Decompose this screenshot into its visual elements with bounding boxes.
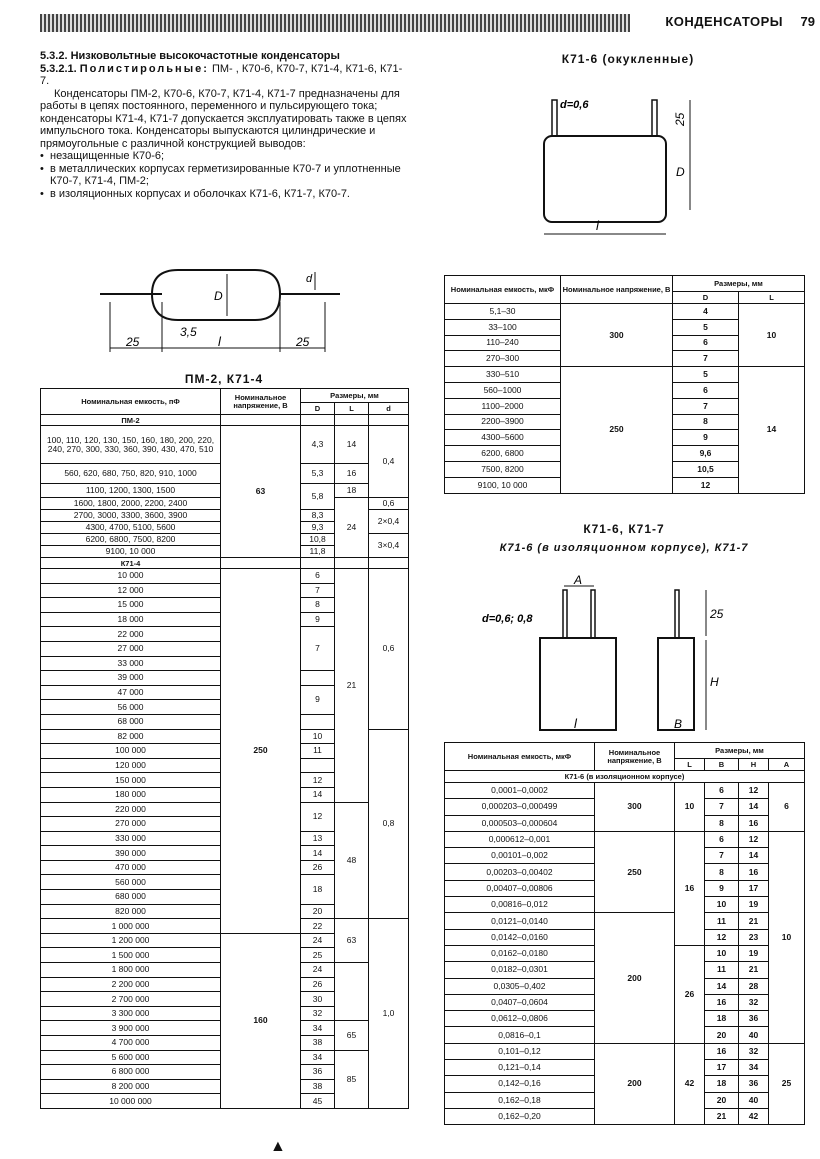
dim-25: 25	[710, 607, 724, 621]
col-sizes: Размеры, мм	[673, 276, 805, 292]
table-row: 560, 620, 680, 750, 820, 910, 1000	[41, 464, 221, 484]
dim-d: d=0,6; 0,8	[482, 613, 533, 625]
table-row: 0,00203–0,00402 8 16	[445, 864, 805, 880]
table-row: 470 000 26	[41, 860, 409, 875]
table-row: 0,00101–0,002 7 14	[445, 848, 805, 864]
k717-drawing	[478, 570, 758, 736]
table-row: 39 000	[41, 671, 409, 686]
group-row: К71-6 (в изоляционном корпусе)	[445, 771, 805, 783]
table-row: 12 000 7	[41, 583, 409, 598]
group-row: К71-4	[41, 558, 221, 569]
table-row: 5,1–30 300 4 10	[445, 304, 805, 320]
table-row: 0,0305–0,402 14 28	[445, 978, 805, 994]
dim-D: D	[676, 165, 685, 179]
col-D: D	[301, 403, 335, 415]
table-row: 0,0816–0,1 20 40	[445, 1027, 805, 1043]
table-row: 8 200 000 38	[41, 1079, 409, 1094]
dim-d06: d=0,6	[560, 99, 589, 111]
table-row: 9100, 10 000 12	[445, 477, 805, 493]
table-row: 10 000 000 45	[41, 1094, 409, 1109]
table-row: 0,000612–0,001 250 16 6 12 10	[445, 831, 805, 847]
col-sizes: Размеры, мм	[675, 743, 805, 759]
table-row: 6200, 6800 9,6	[445, 446, 805, 462]
table-row: 270 000	[41, 817, 409, 832]
col-A: A	[769, 759, 805, 771]
table-row: 680 000	[41, 890, 409, 905]
table-row: 1 800 000 24	[41, 963, 409, 978]
table-row: 2 700 000 30	[41, 992, 409, 1007]
voltage-cell: 250	[221, 569, 301, 934]
table-row: 6200, 6800, 7500, 8200	[41, 534, 221, 546]
col-L: L	[739, 292, 805, 304]
col-capacitance: Номинальная емкость, мкФ	[445, 276, 561, 304]
table-row: 0,000503–0,000604 8 16	[445, 815, 805, 831]
table-row: 120 000	[41, 758, 409, 773]
table-row: 0,0612–0,0806 18 36	[445, 1011, 805, 1027]
col-L: L	[675, 759, 705, 771]
table-row: 0,0182–0,0301 11 21	[445, 962, 805, 978]
voltage-cell: 160	[221, 933, 301, 1108]
table-row: 18 000 9	[41, 612, 409, 627]
table-row: 82 000 10 0,8	[41, 729, 409, 744]
table-row: 4300, 4700, 5100, 5600	[41, 522, 221, 534]
table-row: 0,000203–0,000499 7 14	[445, 799, 805, 815]
voltage-cell: 63	[221, 426, 301, 558]
table-row: 1 200 000 160 24	[41, 933, 409, 948]
table-row: 1600, 1800, 2000, 2200, 2400	[41, 498, 221, 510]
dim-l: l	[596, 218, 599, 233]
dim-B: B	[674, 717, 683, 731]
table-row: 1100, 1200, 1300, 1500	[41, 484, 221, 498]
table1-caption: ПМ-2, К71-4	[184, 372, 264, 386]
table-row: 180 000 14	[41, 787, 409, 802]
voltage-cell: 250	[561, 367, 673, 493]
dim-3-5: 3,5	[180, 325, 197, 339]
dim-25a: 25	[126, 335, 140, 349]
col-L: L	[335, 403, 369, 415]
header-band	[40, 14, 630, 32]
voltage-cell: 300	[595, 783, 675, 832]
table-row: 1 500 000 25	[41, 948, 409, 963]
table-row: 10 000 250 6 21 0,6	[41, 569, 409, 584]
dim-25: 25	[673, 112, 687, 126]
table-row: 330–510 250 5 14	[445, 367, 805, 383]
cylinder-capacitor-drawing	[100, 262, 340, 362]
page-header	[40, 10, 815, 34]
table-row: 330 000 13	[41, 831, 409, 846]
page-number: 79	[800, 14, 815, 29]
voltage-cell: 250	[595, 831, 675, 912]
col-capacitance: Номинальная емкость, пФ	[41, 389, 221, 415]
table-row: 820 000 20	[41, 904, 409, 919]
table1-k714-body	[41, 569, 409, 1109]
table-row: 33 000	[41, 656, 409, 671]
table-row: 1100–2000 7	[445, 398, 805, 414]
table-row: 4 700 000 38	[41, 1036, 409, 1051]
header-title: КОНДЕНСАТОРЫ	[665, 14, 783, 29]
table-row: 100 000 11	[41, 744, 409, 759]
table-row: 56 000	[41, 700, 409, 715]
fig3-caption1: К71-6, К71-7	[583, 522, 665, 536]
table-row: 0,00816–0,012 10 19	[445, 897, 805, 913]
table-row: 22 000 7	[41, 627, 409, 642]
table-row: 0,162–0,20 21 42	[445, 1108, 805, 1124]
list-item: • в металлических корпусах герметизированные К70-7 и уплотненные К70-7, К71-4, ПМ-2;	[40, 163, 408, 188]
table-row: 3 900 000 34 65	[41, 1021, 409, 1036]
table-row: 390 000 14	[41, 846, 409, 861]
bullet-list	[40, 150, 408, 200]
dim-D: D	[214, 289, 223, 303]
fig2-caption: К71-6 (окукленные)	[561, 52, 695, 66]
col-d: d	[369, 403, 409, 415]
table-row: 15 000 8	[41, 598, 409, 613]
rect-capacitor-drawing	[530, 92, 710, 242]
table-row: 4300–5600 9	[445, 430, 805, 446]
dim-A: A	[574, 573, 583, 587]
group-row: ПМ-2	[41, 415, 221, 426]
table-row: 2 200 000 26	[41, 977, 409, 992]
col-H: H	[739, 759, 769, 771]
table-row: 33–100 5	[445, 319, 805, 335]
table-pm2-k714: Номинальная емкость, пФ Номинальное напряжение, В Размеры, мм D L d ПМ-2 100, 110, 120, 130, 150, 160, 180, 200, 220, 240, 270, 300, 330, 360, 390, 430, 470, 510 63 4,3 14 0,4 560, 620, 680, 750, 820, 910, 1000 5,3 16 1100, 1200, 1300, 1500 5,8 18 1600, 1800, 2000, 2200, 2400 24 0,6 2700, 3000, 3300, 3600, 3900 8,3 2×0,4 4300, 4700, 5100, 5600 9,3 6200, 6800, 7500, 8200 10,8 3×0,4 9100, 10 000 11,8 К71-4 10 000 250 6 21 0,6 12 000 7 15 000 8 18 000 9 22 000 7 27 000 33 000 39 000 47 000 9 56 000 68 000 82 000 10 0,8 100 000 11 120 000 150 000 12 180 000 14 220 000 12 48 270 000 330 000 13 390 000 14 470 000 26 560 000 18 680 000 820 000 20 1 000 000 22 63 1,0 1 200 000 160 24 1 500 000 25 1 800 000 24 2 200 000 26 2 700 000 30 3 300 000 32 3 900 000 34 65 4 700 000 38 5 600 000 34 85 6 800 000 36 8 200 000 38 10 000 000 45	[40, 388, 409, 1109]
table-row: 9100, 10 000	[41, 546, 221, 558]
table-row: 0,121–0,14 17 34	[445, 1060, 805, 1076]
table-row: 150 000 12	[41, 773, 409, 788]
dim-l: l	[574, 716, 577, 731]
table-row: 270–300 7	[445, 351, 805, 367]
table-row: 7500, 8200 10,5	[445, 461, 805, 477]
list-item: • незащищенные К70-6;	[40, 150, 408, 163]
table-row: 110–240 6	[445, 335, 805, 351]
table-row: 3 300 000 32	[41, 1006, 409, 1021]
table-row: 5 600 000 34 85	[41, 1050, 409, 1065]
table2-body	[445, 304, 805, 494]
voltage-cell: 200	[595, 913, 675, 1043]
table-row: 0,0001–0,0002 300 10 6 12 6	[445, 783, 805, 799]
table-row: 100, 110, 120, 130, 150, 160, 180, 200, 220, 240, 270, 300, 330, 360, 390, 430, 470, 510	[41, 426, 221, 464]
footer-mark: ▲	[270, 1138, 286, 1155]
table-row: 0,0121–0,0140 200 11 21	[445, 913, 805, 929]
fig3-caption2: К71-6 (в изоляционном корпусе), К71-7	[499, 542, 749, 554]
col-voltage: Номинальное напряжение, В	[561, 276, 673, 304]
table-row: 68 000	[41, 714, 409, 729]
dim-l: l	[218, 334, 221, 349]
col-sizes: Размеры, мм	[301, 389, 409, 403]
table-row: 0,0162–0,0180 26 10 19	[445, 945, 805, 961]
table-row: 0,0142–0,0160 12 23	[445, 929, 805, 945]
table-row: 6 800 000 36	[41, 1065, 409, 1080]
section-heading: 5.3.2. Низковольтные высокочастотные конденсаторы	[40, 50, 340, 62]
table-row: 220 000 12 48	[41, 802, 409, 817]
table-row: 0,142–0,16 18 36	[445, 1076, 805, 1092]
list-item: • в изоляционных корпусах и оболочках К71-6, К71-7, К70-7.	[40, 188, 408, 201]
col-voltage: Номинальное напряжение, В	[221, 389, 301, 415]
table-row: 47 000 9	[41, 685, 409, 700]
table-row: 27 000	[41, 641, 409, 656]
table-row: 2700, 3000, 3300, 3600, 3900	[41, 510, 221, 522]
col-D: D	[673, 292, 739, 304]
voltage-cell: 300	[561, 304, 673, 367]
table-row: 1 000 000 22 63 1,0	[41, 919, 409, 934]
subsection-heading: 5.3.2.1. Полистирольные: ПМ- , К70-6, К70-7, К71-4, К71-6, К71-7.	[40, 62, 403, 87]
table-k716-insulated	[444, 742, 805, 1125]
table-row: 0,0407–0,0604 16 32	[445, 994, 805, 1010]
col-capacitance: Номинальная емкость, мкФ	[445, 743, 595, 771]
col-voltage: Номинальное напряжение, В	[595, 743, 675, 771]
voltage-cell: 200	[595, 1043, 675, 1124]
table-row: 0,101–0,12 200 42 16 32 25	[445, 1043, 805, 1059]
intro-text	[40, 50, 408, 200]
dim-d: d	[306, 273, 313, 285]
dim-H: H	[710, 675, 719, 689]
table-row: 560–1000 6	[445, 382, 805, 398]
col-B: B	[705, 759, 739, 771]
table-row: 560 000 18	[41, 875, 409, 890]
intro-paragraph: Конденсаторы ПМ-2, К70-6, К70-7, К71-4, К71-7 предназначены для работы в цепях постоянного, переменного и пульсирующего тока; конденсаторы К71-4, К71-7 допускается эксплуатировать также в цепях импульсного тока. Конденсаторы выпускаются цилиндрические и прямоугольные с различной конструкцией выводов:	[40, 87, 407, 150]
table3-body	[445, 783, 805, 1125]
dim-25b: 25	[296, 335, 310, 349]
table-row: 0,00407–0,00806 9 17	[445, 880, 805, 896]
table-k716	[444, 275, 805, 494]
table-row: 0,162–0,18 20 40	[445, 1092, 805, 1108]
table-row: 2200–3900 8	[445, 414, 805, 430]
